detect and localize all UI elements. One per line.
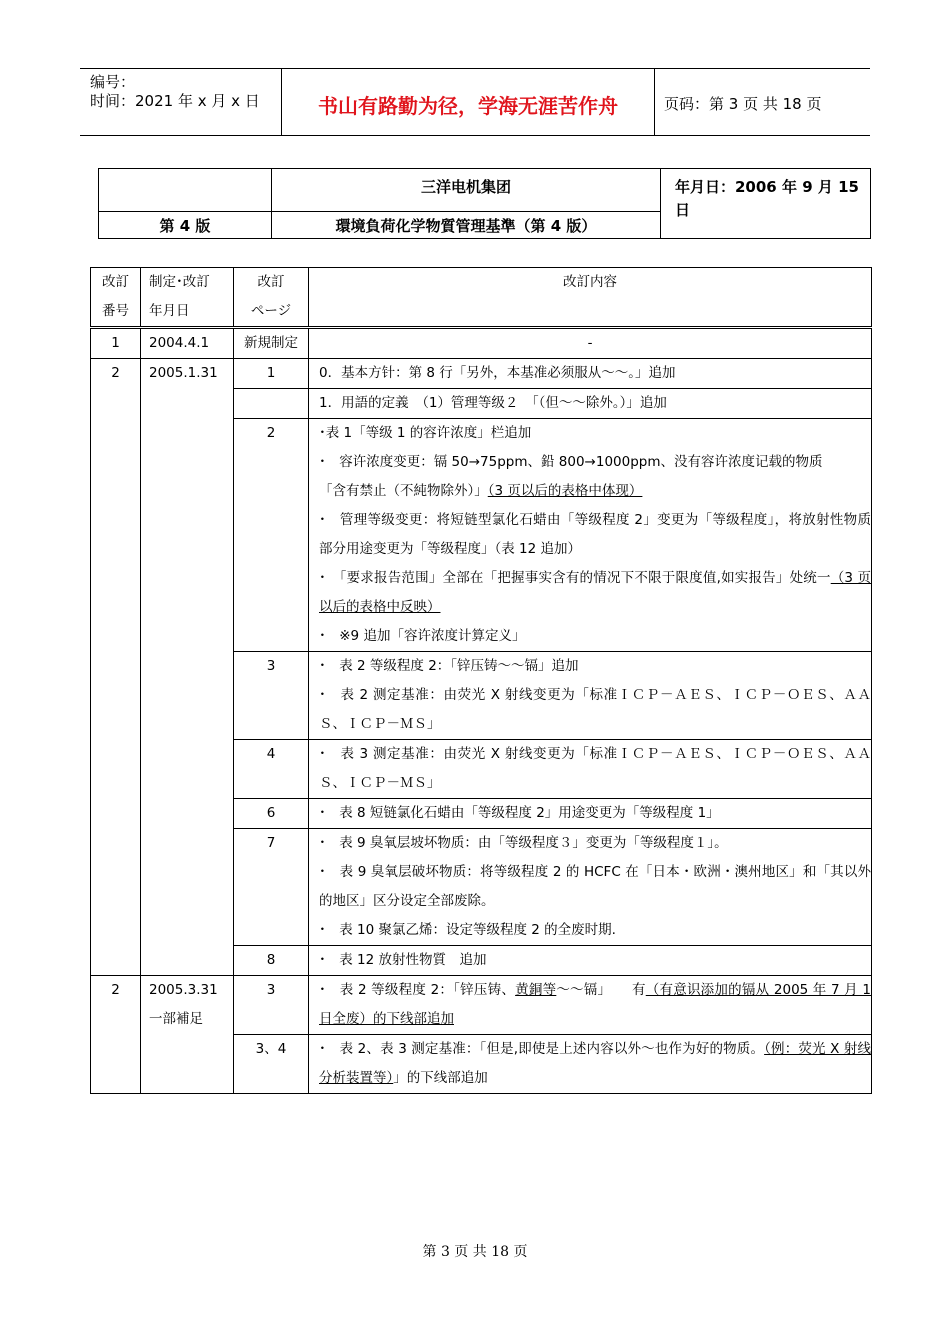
revision-page: 1 — [234, 359, 309, 389]
revision-content — [309, 829, 872, 946]
content-line: ･ 容许浓度变更：镉 50→75ppm、鉛 800→1000ppm、没有容许浓度记载的物质 — [319, 454, 823, 470]
content-text: 」的下线部追加 — [393, 1070, 488, 1086]
revision-content: 1．用語的定義 （1）管理等级２ 「（但～～除外。）」追加 — [309, 389, 872, 419]
content-text: ･ 表 2、表 3 测定基准：「但是,即使是上述内容以外～也作为好的物质。 — [319, 1041, 765, 1057]
revision-content: 0．基本方针：第 8 行「另外，本基准必须服从～～。」追加 — [309, 359, 872, 389]
revision-page: 新規制定 — [234, 328, 309, 359]
revision-table — [90, 267, 872, 1094]
revision-no: 1 — [91, 328, 141, 359]
underlined-text: （3 页以后的表格中体现） — [487, 483, 643, 499]
col-header-page-line2: ページ — [250, 303, 292, 319]
table-row — [91, 976, 872, 1035]
title-box-empty-cell — [99, 169, 272, 212]
content-line: ･ 表 2 测定基准：由荧光 X 射线变更为「标准ＩＣＰ－ＡＥＳ、ＩＣＰ－ＯＥＳ、ＡＡＳ、ＩＣＰ－ＭＳ」 — [319, 687, 871, 732]
col-header-date-line2: 年月日 — [149, 303, 190, 319]
revision-page: 4 — [234, 740, 309, 799]
col-header-date-line1: 制定･改訂 — [149, 274, 210, 290]
content-line — [319, 477, 871, 506]
col-header-page-line1: 改訂 — [257, 274, 285, 290]
content-line: ･表 1「等级 1 的容许浓度」栏追加 — [319, 425, 532, 441]
content-line: ･ 表 9 臭氧层破坏物质：将等级程度 2 的 HCFC 在「日本・欧洲・澳州地区」和「其以外的地区」区分设定全部废除。 — [319, 864, 871, 909]
revision-date-line2: 一部補足 — [149, 1011, 203, 1027]
col-header-revision-no — [91, 268, 141, 328]
col-header-revision-date — [141, 268, 234, 328]
content-line: ･ ※9 追加「容许浓度计算定义」 — [319, 628, 526, 644]
revision-page-empty — [234, 389, 309, 419]
revision-content: - — [309, 328, 872, 359]
version-label: 第 4 版 — [99, 212, 272, 239]
content-line: ･ 表 2 等级程度 2：「锌压铸～～镉」追加 — [319, 658, 579, 674]
header-top-rule — [80, 68, 870, 69]
header-divider-right — [654, 68, 655, 136]
header-bottom-rule — [80, 135, 870, 136]
underlined-text: （3 页以后的表格中反映） — [319, 570, 871, 615]
revision-content — [309, 1035, 872, 1094]
revision-content — [309, 419, 872, 652]
col-header-revision-content — [309, 268, 872, 328]
revision-content: ･ 表 3 测定基准：由荧光 X 射线变更为「标准ＩＣＰ－ＡＥＳ、ＩＣＰ－ＯＥＳ、ＡＡＳ、ＩＣＰ－ＭＳ」 — [309, 740, 872, 799]
revision-date: 2004.4.1 — [141, 328, 234, 359]
underlined-text: （例：荧光 X 射线分析装置等） — [319, 1041, 871, 1086]
content-line: ･ 管理等级变更：将短链型氯化石蜡由「等级程度 2」变更为「等级程度」，将放射性物质部分用途变更为「等级程度」（表 12 追加） — [319, 512, 871, 557]
issue-date: 年月日：2006 年 9 月 15 日 — [661, 169, 871, 239]
col-header-revision-no-line2: 番号 — [102, 303, 129, 319]
revision-content: ･ 表 12 放射性物質 追加 — [309, 946, 872, 976]
revision-no: 2 — [91, 359, 141, 976]
col-header-revision-page — [234, 268, 309, 328]
underlined-text: 的下线部追加 — [373, 1011, 454, 1027]
content-line — [319, 564, 871, 622]
page-footer: 第 3 页 共 18 页 — [422, 1244, 528, 1260]
table-row — [91, 328, 872, 359]
header-page-info: 页码：第 3 页 共 18 页 — [664, 95, 822, 113]
underlined-text: 黄銅等 — [515, 982, 557, 998]
header-time-label: 时间：2021 年 x 月 x 日 — [90, 92, 260, 110]
revision-content — [309, 652, 872, 740]
title-box — [98, 168, 871, 239]
revision-content — [309, 976, 872, 1035]
content-text: ･ 「要求报告范围」全部在「把握事实含有的情况下不限于限度值,如实报告」处统一 — [319, 570, 831, 586]
content-text: 「含有禁止（不純物除外）」 — [319, 483, 488, 499]
revision-no: 2 — [91, 976, 141, 1094]
revision-page: 3 — [234, 976, 309, 1035]
content-line: ･ 表 10 聚氯乙烯：设定等级程度 2 的全废时期. — [319, 922, 616, 938]
content-line: ･ 表 9 臭氧层坡坏物质：由「等级程度３」变更为「等级程度１」。 — [319, 835, 728, 851]
content-text: ･ 表 2 等级程度 2：「锌压铸、 — [319, 982, 516, 998]
company-name: 三洋电机集团 — [272, 169, 661, 212]
revision-page: 6 — [234, 799, 309, 829]
revision-date — [141, 976, 234, 1094]
underlined-text: （有意识添加的镉从 2005 年 7 月 1 日全废） — [319, 982, 872, 1027]
revision-date: 2005.1.31 — [141, 359, 234, 976]
revision-page: 8 — [234, 946, 309, 976]
revision-page: 7 — [234, 829, 309, 946]
content-text: ～～镉」 有 — [556, 982, 646, 998]
revision-date-line1: 2005.3.31 — [149, 982, 218, 998]
header-number-label: 编号： — [90, 73, 136, 91]
revision-page: 2 — [234, 419, 309, 652]
revision-content: ･ 表 8 短链氯化石蜡由「等级程度 2」用途变更为「等级程度 1」 — [309, 799, 872, 829]
table-row — [91, 359, 872, 389]
document-title: 環境負荷化学物質管理基準（第 4 版） — [272, 212, 661, 239]
header-motto: 书山有路勤为径，学海无涯苦作舟 — [318, 94, 618, 118]
col-header-revision-no-line1: 改訂 — [102, 274, 129, 290]
revision-page: 3 — [234, 652, 309, 740]
col-header-content-label: 改訂内容 — [563, 274, 617, 290]
revision-page: 3、4 — [234, 1035, 309, 1094]
